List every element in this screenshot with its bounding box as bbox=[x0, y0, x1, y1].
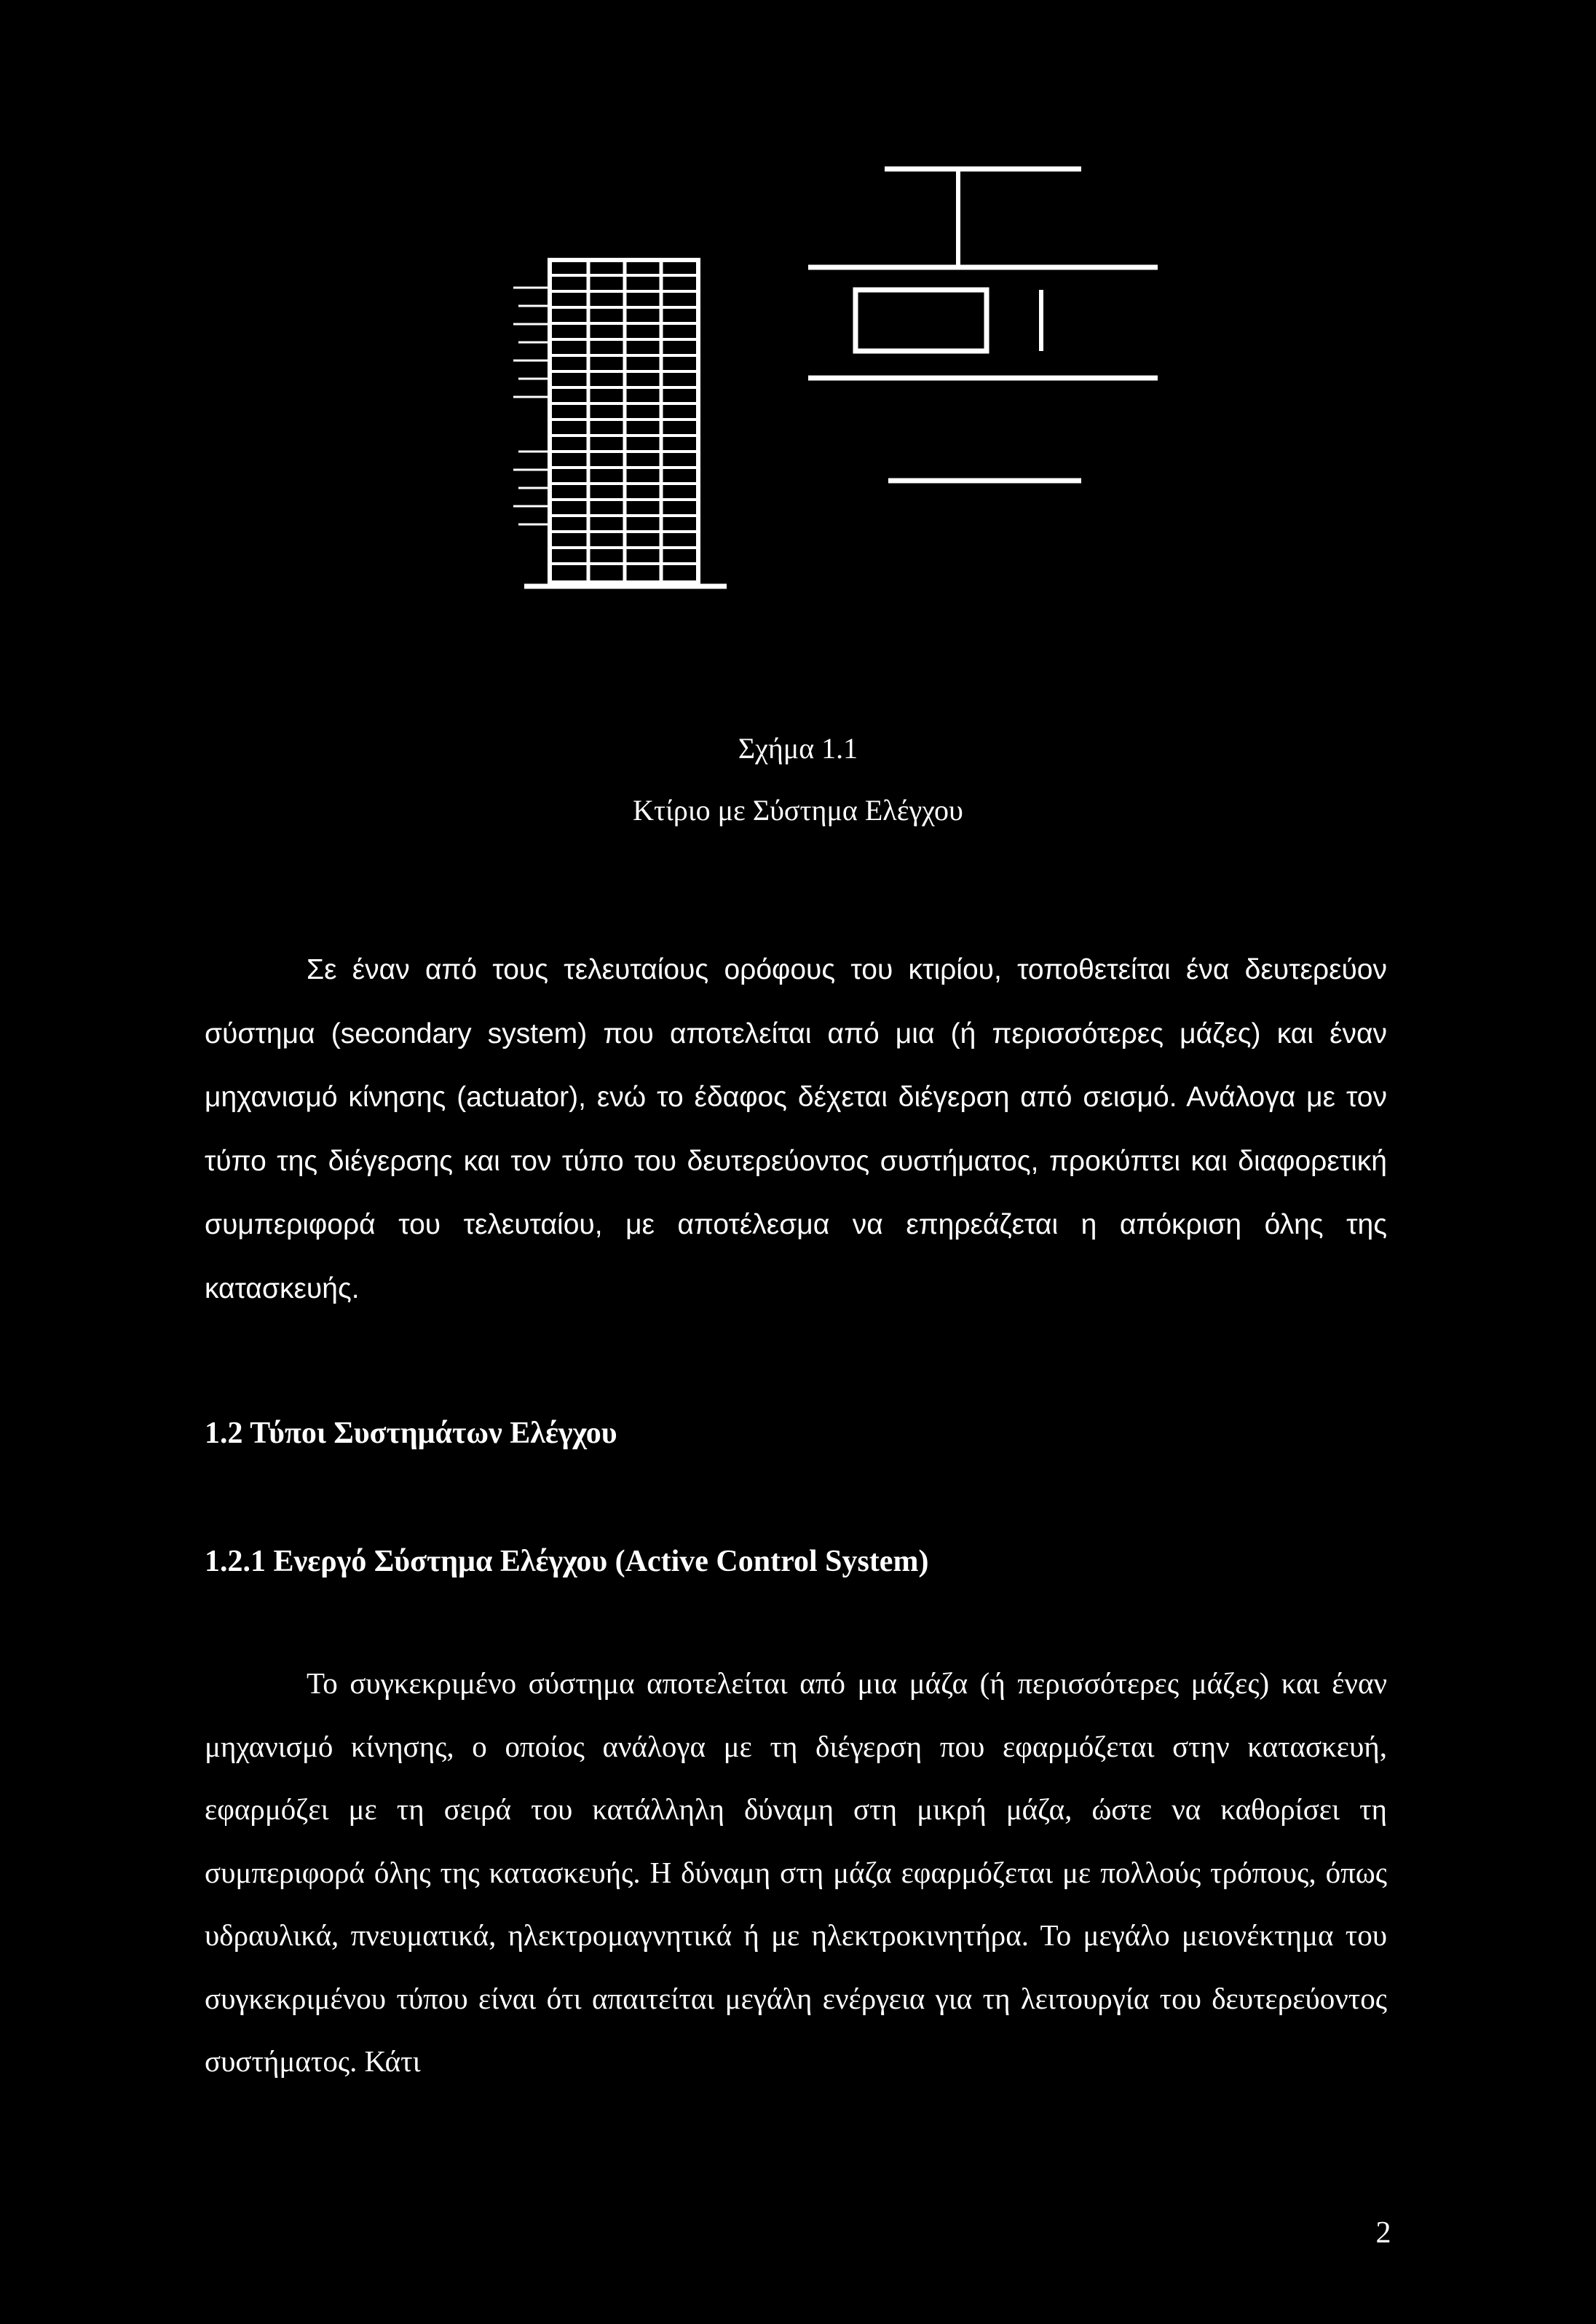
figure-caption: Κτίριο με Σύστημα Ελέγχου bbox=[633, 794, 963, 827]
intro-paragraph: Σε έναν από τους τελευταίους ορόφους του κτιρίου, τοποθετείται ένα δευτερεύον σύστημα (secondary system) που αποτελείται από μια (ή περισσότερες μάζες) και έναν μηχανισμό κίνησης (actuator), ενώ το έδαφος δέχεται διέγερση από σεισμό. Ανάλογα με τον τύπο της διέγερσης και τον τύπο του δευτερεύοντος συστήματος, προκύπτει και διαφορετική συμπεριφορά του τελευταίου, με αποτέλεσμα να επηρεάζεται η απόκριση όλης της κατασκευής. bbox=[205, 954, 1387, 1304]
figure-number: Σχήμα 1.1 bbox=[738, 732, 858, 765]
figure-building-control-system bbox=[0, 0, 1596, 626]
body-paragraph: Το συγκεκριμένο σύστημα αποτελείται από μια μάζα (ή περισσότερες μάζες) και έναν μηχανισμό κίνησης, ο οποίος ανάλογα με τη διέγερση που εφαρμόζεται στην κατασκευή, εφαρμόζει με τη σειρά του κατάλληλη δύναμη στη μικρή μάζα, ώστε να καθορίσει τη συμπεριφορά όλης της κατασκευής. Η δύναμη στη μάζα εφαρμόζεται με πολλούς τρόπους, όπως υδραυλικά, πνευματικά, ηλεκτρομαγνητικά ή με ηλεκτροκινητήρα. Το μεγάλο μειονέκτημα του συγκεκριμένου τύπου είναι ότι απαιτείται μεγάλη ενέργεια για τη λειτουργία του δευτερεύοντος συστήματος. Κάτι bbox=[205, 1666, 1387, 2078]
section-heading: 1.2 Τύποι Συστημάτων Ελέγχου bbox=[205, 1417, 617, 1450]
subsection-heading: 1.2.1 Ενεργό Σύστημα Ελέγχου (Active Control System) bbox=[205, 1545, 929, 1578]
building-structure-icon bbox=[513, 260, 727, 586]
secondary-system-diagram-icon bbox=[808, 169, 1158, 481]
page-number: 2 bbox=[1375, 2216, 1391, 2250]
